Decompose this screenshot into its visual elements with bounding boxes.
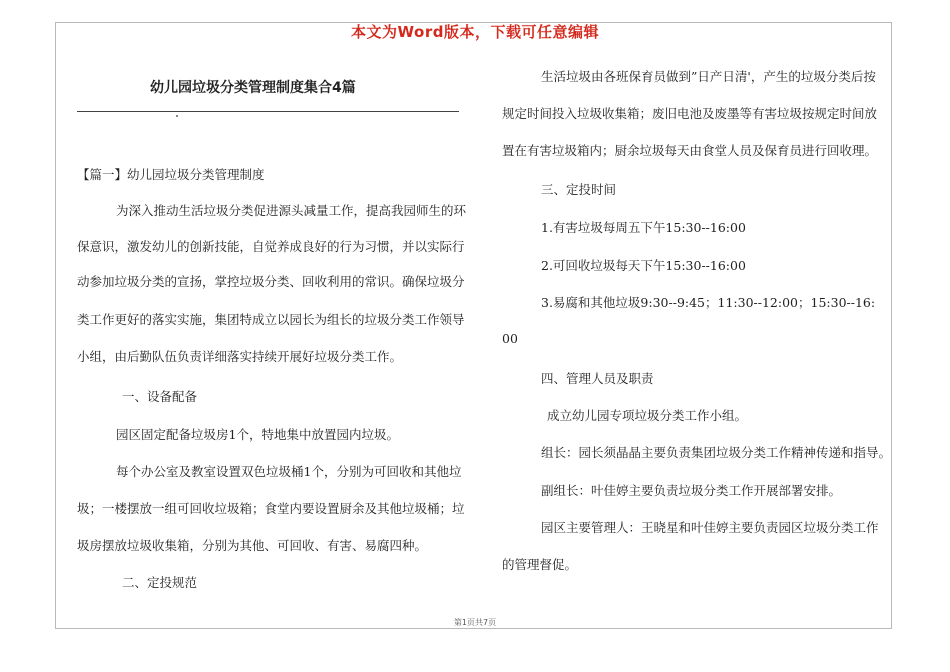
paragraph-line: 圾；一楼摆放一组可回收垃圾箱；食堂内要设置厨余及其他垃圾桶；垃 <box>77 501 465 516</box>
schedule-line: 3.易腐和其他垃圾9:30--9:45；11:30--12:00；15:30--16: <box>541 295 876 310</box>
paragraph-line: 类工作更好的落实实施，集团特成立以园长为组长的垃圾分类工作领导 <box>77 312 465 327</box>
paragraph-line: 圾房摆放垃圾收集箱，分别为其他、可回收、有害、易腐四种。 <box>77 538 428 553</box>
paragraph-line: 园区主要管理人：王晓星和叶佳婷主要负责园区垃圾分类工作 <box>541 520 879 535</box>
paragraph-line: 生活垃圾由各班保育员做到”日产日清'，产生的垃圾分类后按 <box>541 69 876 84</box>
document-title: 幼儿园垃圾分类管理制度集合4篇 <box>150 80 356 96</box>
paragraph-line: 规定时间投入垃圾收集箱；废旧电池及废墨等有害垃圾按规定时间放 <box>502 106 878 121</box>
paragraph-line: 每个办公室及教室设置双色垃圾桶1个，分别为可回收和其他垃 <box>116 464 462 479</box>
subheading-times: 三、定投时间 <box>541 182 617 197</box>
subheading-rules: 二、定投规范 <box>122 575 198 590</box>
paragraph-line: 小组，由后勤队伍负责详细落实持续开展好垃圾分类工作。 <box>77 349 403 364</box>
paragraph-line: 置在有害垃圾箱内；厨余垃圾每天由食堂人员及保育员进行回收理。 <box>502 143 878 158</box>
paragraph-line: 保意识，激发幼儿的创新技能，自觉养成良好的行为习惯，并以实际行 <box>77 239 465 254</box>
subheading-staff: 四、管理人员及职责 <box>541 371 654 386</box>
underline-mark <box>176 115 178 117</box>
paragraph-line: 园区固定配备垃圾房1个，特地集中放置园内垃圾。 <box>116 427 399 442</box>
schedule-line: 2.可回收垃圾每天下午15:30--16:00 <box>541 258 746 273</box>
section-heading-part-1: 【篇一】幼儿园垃圾分类管理制度 <box>77 167 265 182</box>
subheading-equipment: 一、设备配备 <box>122 389 198 404</box>
paragraph-line: 动参加垃圾分类的宣扬，掌控垃圾分类、回收利用的常识。确保垃圾分 <box>77 274 465 289</box>
paragraph-line: 成立幼儿园专项垃圾分类工作小组。 <box>547 408 748 423</box>
schedule-line: 1.有害垃圾每周五下午15:30--16:00 <box>541 220 746 235</box>
paragraph-line: 副组长：叶佳婷主要负责垃圾分类工作开展部署安排。 <box>541 483 842 498</box>
paragraph-line: 组长：园长须晶晶主要负责集团垃圾分类工作精神传递和指导。 <box>541 445 892 460</box>
word-version-banner: 本文为Word版本，下载可任意编辑 <box>351 23 599 41</box>
schedule-line-cont: 00 <box>502 331 518 346</box>
page-footer: 第1页共7页 <box>453 618 497 627</box>
paragraph-line: 为深入推动生活垃圾分类促进源头减量工作，提高我园师生的环 <box>116 203 467 218</box>
title-underline <box>77 111 459 112</box>
paragraph-line: 的管理督促。 <box>502 557 578 572</box>
